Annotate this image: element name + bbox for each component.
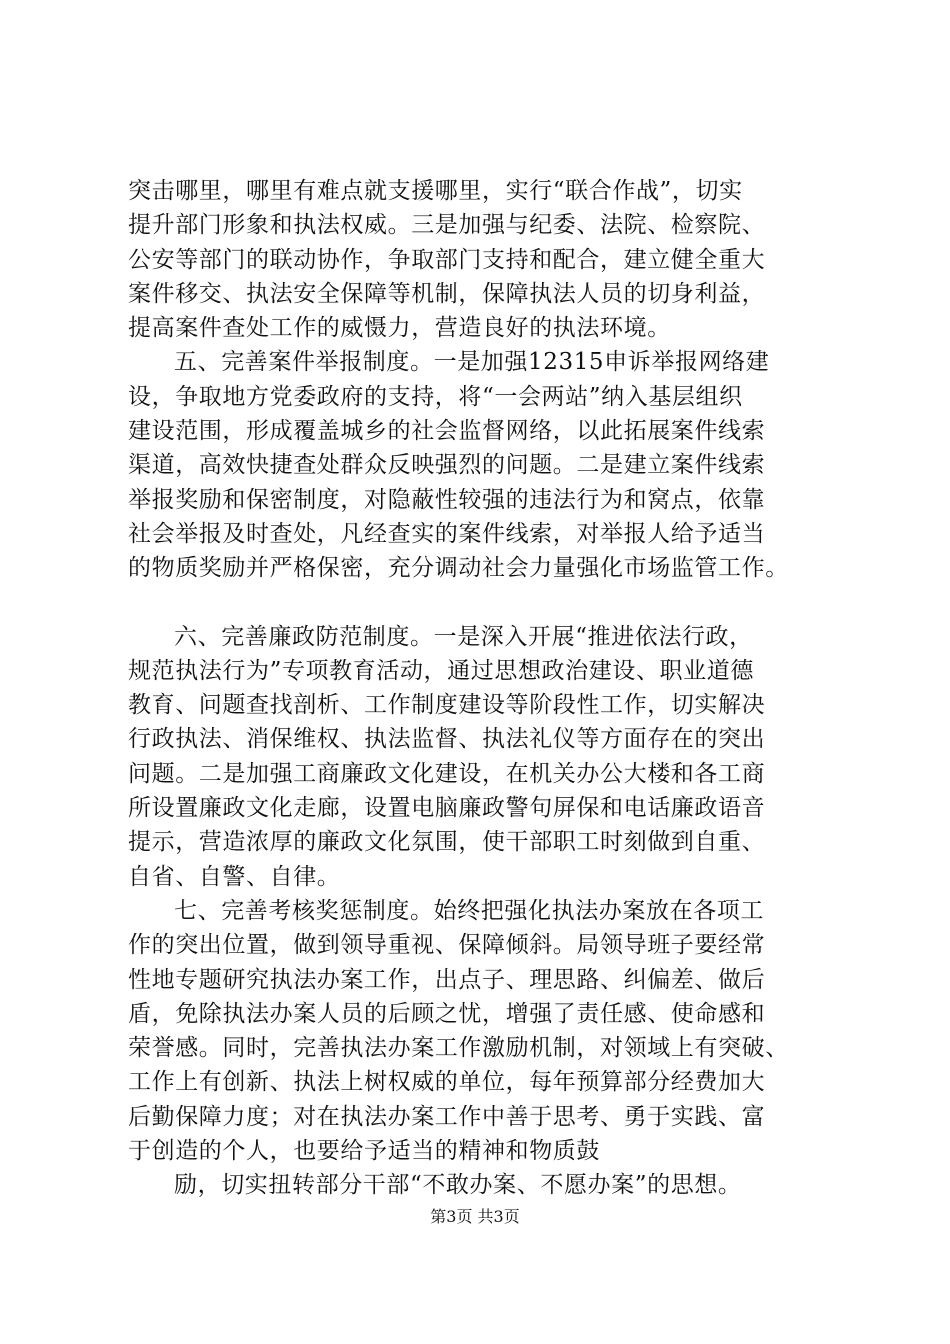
section-six-heading-line: 六、完善廉政防范制度。一是深入开展“推进依法行政， [174,623,753,650]
text-line: 作的突出位置，做到领导重视、保障倾斜。局领导班子要经常 [128,932,766,959]
text-line: 盾，免除执法办案人员的后顾之忧，增强了责任感、使命感和 [128,1000,766,1027]
page-footer [0,1206,950,1228]
text-line: 的物质奖励并严格保密，充分调动社会力量强化市场监管工作。 [128,555,789,582]
text-line: 提高案件查处工作的威慑力，营造良好的执法环境。 [128,315,671,342]
text-line: 社会举报及时查处，凡经查实的案件线索，对举报人给予适当 [128,520,766,547]
text-line: 荣誉感。同时，完善执法办案工作激励机制，对领域上有突破、 [128,1035,789,1062]
text-line: 渠道，高效快捷查处群众反映强烈的问题。二是建立案件线索 [128,452,766,479]
document-body [128,174,868,1203]
paragraph-gap [128,586,868,620]
section-seven-heading-line: 七、完善考核奖惩制度。始终把强化执法办案放在各项工 [174,897,764,924]
text-line: 自省、自警、自律。 [128,863,341,890]
section-five-heading-line: 五、完善案件举报制度。一是加强12315申诉举报网络建 [174,349,770,376]
text-line: 励，切实扭转部分干部“不敢办案、不愿办案”的思想。 [174,1172,742,1199]
text-line: 建设范围，形成覆盖城乡的社会监督网络，以此拓展案件线索 [128,418,766,445]
text-line: 行政执法、消保维权、执法监督、执法礼仪等方面存在的突出 [128,726,766,753]
text-line: 于创造的个人，也要给予适当的精神和物质鼓 [128,1138,600,1165]
text-line: 所设置廉政文化走廊，设置电脑廉政警句屏保和电话廉政语音 [128,795,766,822]
text-line: 问题。二是加强工商廉政文化建设，在机关办公大楼和各工商 [128,760,766,787]
text-line: 工作上有创新、执法上树权威的单位，每年预算部分经费加大 [128,1069,766,1096]
text-line: 案件移交、执法安全保障等机制，保障执法人员的切身利益， [128,280,766,307]
text-line: 公安等部门的联动协作，争取部门支持和配合，建立健全重大 [128,246,766,273]
text-line: 设，争取地方党委政府的支持，将“一会两站”纳入基层组织 [128,383,743,410]
text-line: 教育、问题查找剖析、工作制度建设等阶段性工作，切实解决 [128,692,766,719]
text-line: 举报奖励和保密制度，对隐蔽性较强的违法行为和窝点，依靠 [128,486,766,513]
text-line: 规范执法行为”专项教育活动，通过思想政治建设、职业道德 [128,657,754,684]
text-line: 后勤保障力度；对在执法办案工作中善于思考、勇于实践、富 [128,1103,766,1130]
text-line: 突击哪里，哪里有难点就支援哪里，实行“联合作战”，切实 [128,178,743,204]
text-line: 提升部门形象和执法权威。三是加强与纪委、法院、检察院、 [128,212,766,239]
text-line: 性地专题研究执法办案工作，出点子、理思路、纠偏差、做后 [128,966,766,993]
text-line: 提示，营造浓厚的廉政文化氛围，使干部职工时刻做到自重、 [128,829,766,856]
page-number-label: 第3页 共3页 [430,1207,520,1226]
